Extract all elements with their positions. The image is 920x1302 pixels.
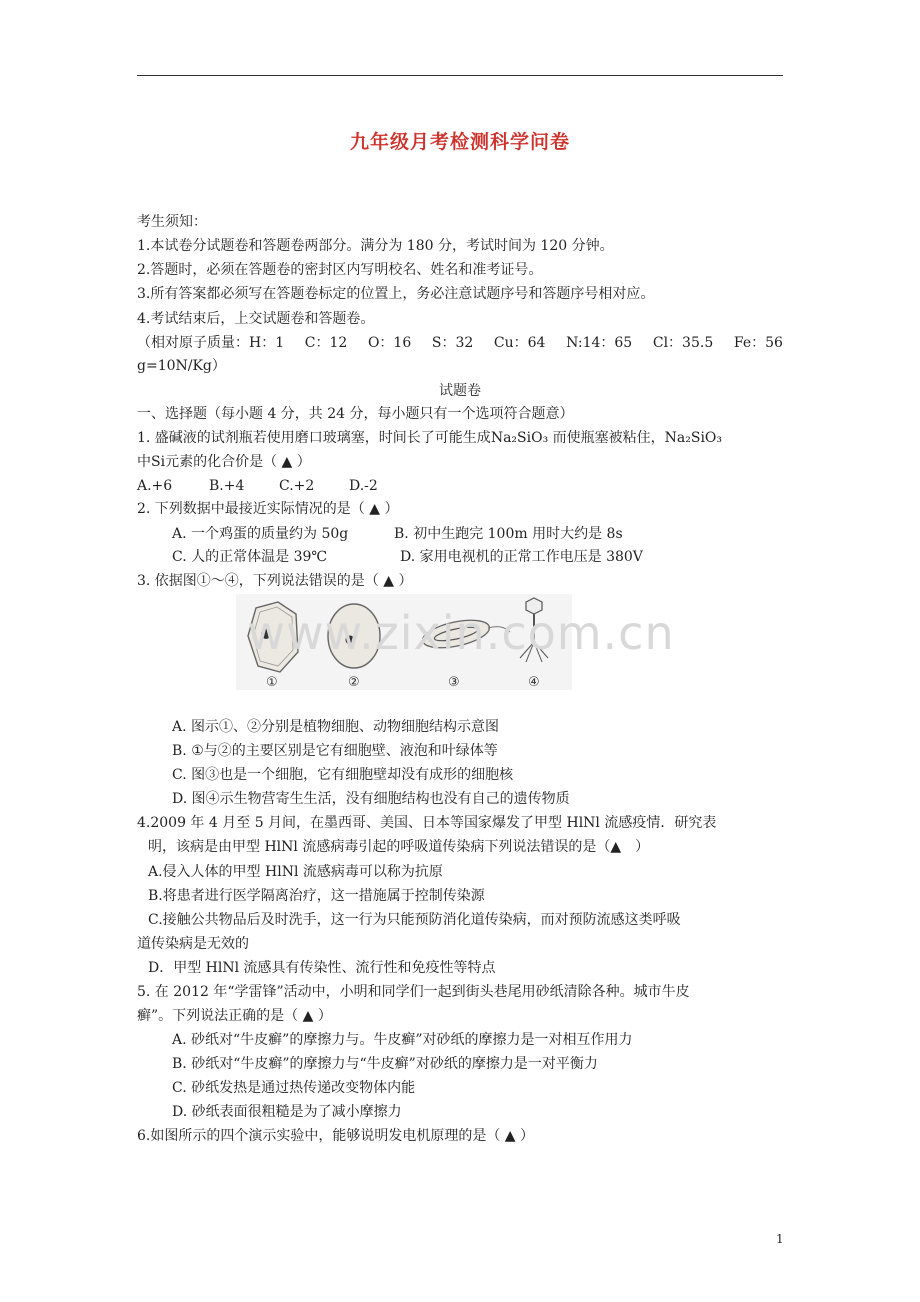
q3-option-d: D. 图④示生物营寄生生活，没有细胞结构也没有自己的遗传物质 [172, 791, 570, 807]
q1-option-d: D.-2 [349, 478, 378, 494]
atomic-mass-line [137, 333, 783, 353]
atomic-mass-h: （相对原子质量：H：1 [137, 335, 285, 351]
q4-option-b: B.将患者进行医学隔离治疗，这一措施属于控制传染源 [148, 888, 485, 904]
part1-heading: 一、选择题（每小题 4 分，共 24 分，每小题只有一个选项符合题意） [137, 406, 574, 422]
q5-stem-line1: 5. 在 2012 年“学雷锋”活动中，小明和同学们一起到街头巷尾用砂纸清除各种。城市牛皮 [137, 984, 690, 1000]
q4-option-a: A.侵入人体的甲型 HlNl 流感病毒可以称为抗原 [148, 864, 443, 880]
atomic-mass-c: C：12 [304, 335, 348, 351]
q2-options-row2 [172, 547, 643, 567]
q6-stem: 6.如图所示的四个演示实验中，能够说明发电机原理的是（ ▲ ） [137, 1128, 535, 1144]
atomic-mass-fe: Fe：56 [733, 335, 783, 351]
q2-option-b: B. 初中生跑完 100m 用时大约是 8s [394, 526, 623, 542]
q3-option-c: C. 图③也是一个细胞，它有细胞壁却没有成形的细胞核 [172, 767, 514, 783]
q2-stem: 2. 下列数据中最接近实际情况的是（ ▲ ） [137, 501, 399, 517]
fig-label-4: ④ [528, 675, 540, 690]
header-rule [137, 75, 783, 76]
q4-option-d: D．甲型 HlNl 流感具有传染性、流行性和免疫性等特点 [148, 960, 496, 976]
q1-formula-2: Na₂SiO₃ [664, 430, 723, 446]
page-number: 1 [776, 1232, 784, 1246]
q5-option-c: C. 砂纸发热是通过热传递改变物体内能 [172, 1080, 416, 1096]
q1-formula-1: Na₂SiO₃ [490, 430, 549, 446]
notice-item-4: 4.考试结束后，上交试题卷和答题卷。 [137, 311, 375, 327]
atomic-mass-s: S：32 [431, 335, 474, 351]
q2-option-a: A. 一个鸡蛋的质量约为 50g [172, 526, 349, 542]
q1-option-a: A.+6 [137, 478, 173, 494]
q1-options [137, 476, 409, 496]
q2-options-row1 [172, 524, 623, 544]
fig-label-1: ① [266, 675, 278, 690]
fig-label-2: ② [348, 675, 360, 690]
atomic-mass-o: O：16 [367, 335, 412, 351]
q1-stem-line1 [137, 428, 722, 448]
q3-option-a: A. 图示①、②分别是植物细胞、动物细胞结构示意图 [172, 719, 500, 735]
q2-option-d: D. 家用电视机的正常工作电压是 380V [400, 549, 643, 565]
q5-option-a: A. 砂纸对“牛皮癣”的摩擦力与。牛皮癣”对砂纸的摩擦力是一对相互作用力 [172, 1032, 633, 1048]
fig-label-3: ③ [448, 675, 460, 690]
notice-item-1: 1.本试卷分试题卷和答题卷两部分。满分为 180 分，考试时间为 120 分钟。 [137, 238, 614, 254]
q4-option-c-line1: C.接触公共物品后及时洗手，这一行为只能预防消化道传染病，而对预防流感这类呼吸 [148, 912, 681, 928]
q4-option-c-line2: 道传染病是无效的 [137, 936, 249, 952]
q5-option-b: B. 砂纸对“牛皮癣”的摩擦力与“牛皮癣”对砂纸的摩擦力是一对平衡力 [172, 1056, 598, 1072]
q3-option-b: B. ①与②的主要区别是它有细胞壁、液泡和叶绿体等 [172, 743, 498, 759]
q1-option-c: C.+2 [279, 478, 315, 494]
q1-stem-line2: 中Si元素的化合价是（ ▲ ） [137, 454, 311, 470]
atomic-mass-line-2: g=10N/Kg） [137, 358, 226, 374]
q1-text-b: 而使瓶塞被粘住， [548, 430, 665, 446]
page-title: 九年级月考检测科学问卷 [349, 131, 570, 153]
atomic-mass-cu: Cu：64 [493, 335, 546, 351]
watermark: www.zixin.com.cn [247, 606, 675, 660]
q1-option-b: B.+4 [209, 478, 245, 494]
atomic-mass-n: N:14：65 [566, 335, 633, 351]
notice-item-2: 2.答题时，必须在答题卷的密封区内写明校名、姓名和准考证号。 [137, 262, 543, 278]
atomic-mass-cl: Cl：35.5 [652, 335, 714, 351]
q3-stem: 3. 依据图①～④，下列说法错误的是（ ▲ ） [137, 573, 413, 589]
notice-item-3: 3.所有答案都必须写在答题卷标定的位置上，务必注意试题序号和答题序号相对应。 [137, 286, 655, 302]
q5-stem-line2: 癣”。下列说法正确的是（ ▲ ） [137, 1008, 332, 1024]
q4-stem-line2: 明，该病是由甲型 HlNl 流感病毒引起的呼吸道传染病下列说法错误的是（▲ ） [148, 839, 650, 855]
q4-stem-line1: 4.2009 年 4 月至 5 月间，在墨西哥、美国、日本等国家爆发了甲型 HlNl 流感疫情．研究表 [137, 815, 717, 831]
notice-heading: 考生须知： [137, 214, 207, 230]
section-label: 试题卷 [439, 383, 481, 399]
q1-text-a: 1. 盛碱液的试剂瓶若使用磨口玻璃塞，时间长了可能生成 [137, 430, 491, 446]
q2-option-c: C. 人的正常体温是 39℃ [172, 549, 328, 565]
q5-option-d: D. 砂纸表面很粗糙是为了减小摩擦力 [172, 1104, 402, 1120]
